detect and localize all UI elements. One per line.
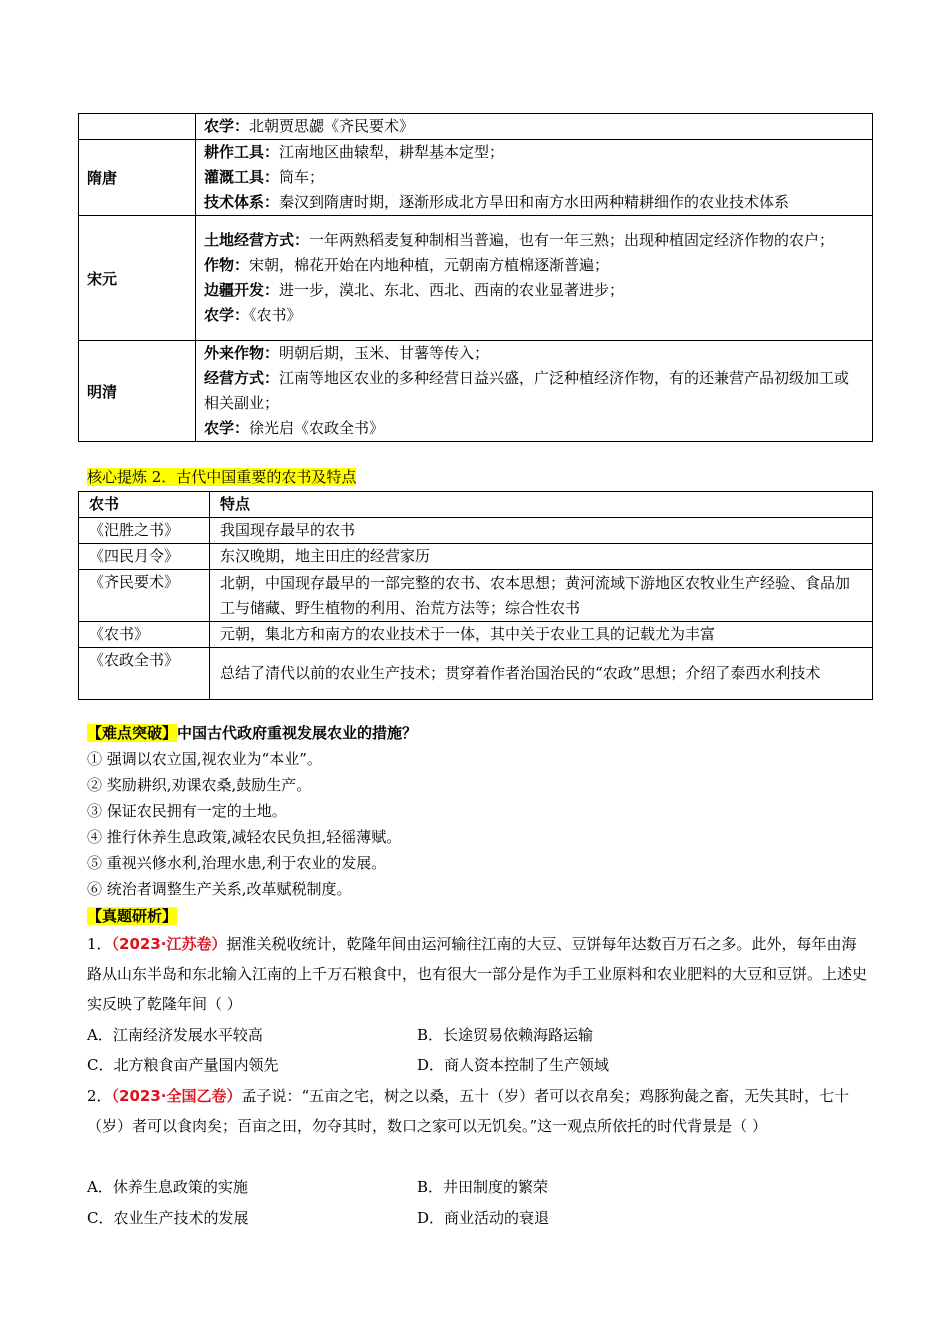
table-row: [79, 140, 873, 216]
option-c[interactable]: C．农业生产技术的发展: [87, 1209, 249, 1227]
content-cell: [196, 140, 873, 216]
question-1: [87, 929, 867, 1019]
section-heading-text: 核心提炼 2．古代中国重要的农书及特点: [87, 468, 357, 486]
content-line: [204, 366, 864, 416]
content-key: 外来作物：: [204, 344, 280, 362]
option-b[interactable]: B．井田制度的繁荣: [417, 1178, 549, 1196]
list-item: ⑤ 重视兴修水利,治理水患,利于农业的发展。: [87, 854, 387, 872]
book-name-cell: 《四民月令》: [79, 544, 210, 570]
table-header-cell: 农书: [79, 492, 210, 518]
content-text: 筒车；: [279, 168, 325, 186]
table-row: [79, 518, 873, 544]
book-name-cell: 《农书》: [79, 622, 210, 648]
question-text: 据淮关税收统计，乾隆年间由运河输往江南的大豆、豆饼每年达数百万石之多。此外，每年由海路从山东半岛和东北输入江南的上千万石粮食中，也有很大一部分是作为手工业原料和农业肥料的大豆和豆饼。上述史实反映了乾隆年间（ ）: [87, 935, 868, 1013]
table-header-cell: 特点: [210, 492, 873, 518]
content-text: 江南地区曲辕犁，耕犁基本定型；: [279, 143, 505, 161]
content-line: [204, 278, 864, 303]
table-row: [79, 570, 873, 622]
table-row: [79, 114, 873, 140]
content-cell: [196, 216, 873, 341]
content-text: 江南等地区农业的多种经营日益兴盛，广泛种植经济作物，有的还兼营产品初级加工或相关副业；: [204, 369, 850, 412]
content-line: [204, 416, 864, 441]
difficulty-question: 中国古代政府重视发展农业的措施？: [177, 724, 418, 742]
content-line: [204, 165, 864, 190]
book-name-cell: 《农政全书》: [79, 648, 210, 700]
list-item: ① 强调以农立国,视农业为“本业”。: [87, 750, 322, 768]
book-name-cell: 《齐民要术》: [79, 570, 210, 622]
question-text: 孟子说：“五亩之宅，树之以桑，五十（岁）者可以衣帛矣；鸡豚狗彘之畜，无失其时，七十（岁）者可以食肉矣；百亩之田，勿夺其时，数口之家可以无饥矣。”这一观点所依托的时代背景是（ ）: [87, 1087, 850, 1135]
content-key: 耕作工具：: [204, 143, 280, 161]
book-feature-cell: 元朝，集北方和南方的农业技术于一体，其中关于农业工具的记载尤为丰富: [210, 622, 873, 648]
content-key: 经营方式：: [204, 369, 280, 387]
question-source: （2023·全国乙卷）: [111, 1087, 242, 1105]
table-header-row: [79, 492, 873, 518]
content-line: [204, 228, 864, 253]
agricultural-books-table: [78, 491, 873, 700]
option-d[interactable]: D．商人资本控制了生产领域: [417, 1056, 610, 1074]
content-cell: [196, 114, 873, 140]
content-key: 技术体系：: [204, 193, 280, 211]
content-line: [204, 190, 864, 215]
book-name-cell: 《汜胜之书》: [79, 518, 210, 544]
difficulty-tag: 【难点突破】: [87, 724, 178, 742]
content-key: 作物：: [204, 256, 250, 274]
content-text: 明朝后期，玉米、甘薯等传入；: [279, 344, 490, 362]
content-key: 农学：: [204, 117, 250, 135]
content-line: [204, 140, 864, 165]
content-text: 《农书》: [249, 306, 302, 324]
content-line: [204, 341, 864, 366]
book-feature-cell: 我国现存最早的农书: [210, 518, 873, 544]
agriculture-era-table: [78, 113, 873, 442]
era-cell: [79, 114, 196, 140]
content-text: 宋朝，棉花开始在内地种植，元朝南方植棉逐渐普遍；: [249, 256, 610, 274]
research-heading: [87, 903, 177, 929]
era-cell: 隋唐: [79, 140, 196, 216]
list-item: ③ 保证农民拥有一定的土地。: [87, 802, 287, 820]
list-item: ④ 推行休养生息政策,减轻农民负担,轻徭薄赋。: [87, 828, 402, 846]
list-item: ② 奖励耕织,劝课农桑,鼓励生产。: [87, 776, 312, 794]
content-text: 秦汉到隋唐时期，逐渐形成北方旱田和南方水田两种精耕细作的农业技术体系: [279, 193, 790, 211]
content-key: 农学：: [204, 419, 250, 437]
book-feature-cell: 总结了清代以前的农业生产技术；贯穿着作者治国治民的“农政”思想；介绍了泰西水利技术: [210, 648, 873, 700]
option-a[interactable]: A．江南经济发展水平较高: [87, 1026, 263, 1044]
book-feature-cell: 东汉晚期，地主田庄的经营家历: [210, 544, 873, 570]
content-line: [204, 114, 864, 139]
table-row: [79, 622, 873, 648]
question-number: 1．: [87, 935, 112, 953]
option-c[interactable]: C．北方粮食亩产量国内领先: [87, 1056, 279, 1074]
question-number: 2．: [87, 1087, 112, 1105]
option-d[interactable]: D．商业活动的衰退: [417, 1209, 550, 1227]
table-row: [79, 544, 873, 570]
content-text: 一年两熟稻麦复种制相当普遍，也有一年三熟；出现种植固定经济作物的农户；: [309, 231, 835, 249]
content-key: 土地经营方式：: [204, 231, 310, 249]
table-row: [79, 341, 873, 442]
difficulty-heading: [87, 720, 417, 746]
content-cell: [196, 341, 873, 442]
section-heading: [87, 465, 356, 489]
content-key: 农学：: [204, 306, 250, 324]
content-text: 徐光启《农政全书》: [249, 419, 385, 437]
question-2: [87, 1081, 867, 1141]
era-cell: 宋元: [79, 216, 196, 341]
content-text: 进一步，漠北、东北、西北、西南的农业显著进步；: [279, 281, 625, 299]
content-key: 边疆开发：: [204, 281, 280, 299]
content-text: 北朝贾思勰《齐民要术》: [249, 117, 415, 135]
book-feature-cell: 北朝，中国现存最早的一部完整的农书、农本思想；黄河流域下游地区农牧业生产经验、食品加工与储藏、野生植物的利用、治荒方法等；综合性农书: [210, 570, 873, 622]
table-row: [79, 648, 873, 700]
question-source: （2023·江苏卷）: [111, 935, 227, 953]
list-item: ⑥ 统治者调整生产关系,改革赋税制度。: [87, 880, 352, 898]
research-tag: 【真题研析】: [87, 907, 178, 925]
content-line: [204, 303, 864, 328]
era-cell: 明清: [79, 341, 196, 442]
table-row: [79, 216, 873, 341]
option-a[interactable]: A．休养生息政策的实施: [87, 1178, 248, 1196]
content-key: 灌溉工具：: [204, 168, 280, 186]
option-b[interactable]: B．长途贸易依赖海路运输: [417, 1026, 594, 1044]
content-line: [204, 253, 864, 278]
